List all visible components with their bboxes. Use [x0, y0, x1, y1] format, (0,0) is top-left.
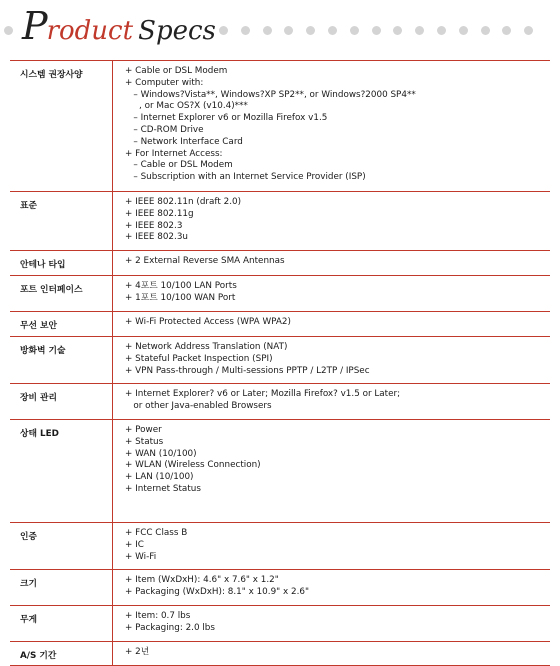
title-initial: P [22, 4, 47, 48]
spec-row [10, 420, 550, 523]
title-word-specs: Specs [138, 16, 216, 46]
spec-content [113, 642, 550, 665]
spec-content [113, 606, 550, 641]
spec-line: + VPN Pass-through / Multi-sessions PPTP / L2TP / IPSec [125, 365, 370, 376]
decorative-dot [241, 26, 250, 35]
spec-line: + Wi-Fi Protected Access (WPA WPA2) [125, 317, 291, 327]
spec-line: + Network Address Translation (NAT) [125, 342, 288, 352]
spec-line: + Internet Explorer? v6 or Later; Mozilla Firefox? v1.5 or Later; [125, 389, 401, 399]
spec-line: + Item (WxDxH): 4.6" x 7.6" x 1.2" [125, 575, 279, 585]
page-title [22, 4, 216, 48]
decorative-dot [4, 26, 13, 35]
spec-line: – Network Interface Card [125, 136, 243, 147]
spec-label: A/S 기간 [10, 642, 113, 665]
spec-label: 표준 [10, 192, 113, 250]
spec-row [10, 251, 550, 276]
spec-label: 안테나 타입 [10, 251, 113, 275]
spec-line: + IEEE 802.3u [125, 232, 188, 243]
decorative-dot [350, 26, 359, 35]
decorative-dot [524, 26, 533, 35]
spec-line: + LAN (10/100) [125, 472, 194, 483]
spec-line: – Subscription with an Internet Service Provider (ISP) [125, 172, 366, 183]
spec-label: 포트 인터페이스 [10, 276, 113, 311]
spec-row [10, 523, 550, 570]
spec-row [10, 606, 550, 642]
spec-line: + WAN (10/100) [125, 448, 197, 459]
spec-row [10, 276, 550, 312]
spec-line: + Power [125, 425, 162, 435]
spec-line: + Status [125, 436, 164, 447]
spec-content [113, 420, 550, 522]
decorative-dot [219, 26, 228, 35]
spec-line: , or Mac OS?X (v10.4)*** [125, 101, 248, 112]
decorative-dot [437, 26, 446, 35]
spec-label: 무선 보안 [10, 312, 113, 336]
decorative-dot [481, 26, 490, 35]
spec-row [10, 384, 550, 420]
spec-content [113, 251, 550, 275]
spec-line: + Packaging: 2.0 lbs [125, 622, 215, 633]
spec-label: 방화벽 기술 [10, 337, 113, 383]
decorative-dot [263, 26, 272, 35]
spec-line: + Computer with: [125, 77, 204, 88]
spec-line: – Internet Explorer v6 or Mozilla Firefox v1.5 [125, 113, 328, 124]
decorative-dot [459, 26, 468, 35]
spec-label: 장비 관리 [10, 384, 113, 419]
spec-content [113, 276, 550, 311]
decorative-dot [306, 26, 315, 35]
spec-line: + 1포트 10/100 WAN Port [125, 292, 236, 303]
spec-content [113, 192, 550, 250]
spec-line: + Stateful Packet Inspection (SPI) [125, 353, 273, 364]
spec-line: + IEEE 802.11g [125, 208, 194, 219]
spec-content [113, 337, 550, 383]
spec-content [113, 523, 550, 569]
spec-line: + Wi-Fi [125, 551, 157, 562]
decorative-dot [415, 26, 424, 35]
spec-content [113, 61, 550, 191]
spec-line: + IEEE 802.3 [125, 220, 183, 231]
decorative-dot [502, 26, 511, 35]
spec-row [10, 337, 550, 384]
spec-row [10, 570, 550, 606]
decorative-dot [284, 26, 293, 35]
spec-label: 시스템 권장사양 [10, 61, 113, 191]
spec-line: or other Java-enabled Browsers [125, 400, 272, 411]
spec-line: + IEEE 802.11n (draft 2.0) [125, 197, 242, 207]
spec-content [113, 570, 550, 605]
spec-label: 상태 LED [10, 420, 113, 522]
spec-row [10, 312, 550, 337]
spec-line: + FCC Class B [125, 528, 188, 538]
spec-line: – Cable or DSL Modem [125, 160, 233, 171]
decorative-dot [393, 26, 402, 35]
spec-line: – Windows?Vista**, Windows?XP SP2**, or Windows?2000 SP4** [125, 89, 416, 100]
spec-row [10, 192, 550, 251]
spec-content [113, 312, 550, 336]
spec-line: + Item: 0.7 lbs [125, 611, 191, 621]
decorative-dot [372, 26, 381, 35]
spec-row [10, 61, 550, 192]
specs-table [10, 60, 550, 666]
spec-line: + For Internet Access: [125, 148, 223, 159]
spec-line: + 2년 [125, 647, 150, 657]
spec-label: 크기 [10, 570, 113, 605]
spec-row [10, 642, 550, 666]
title-word-product: roduct [46, 16, 134, 46]
spec-line: + Internet Status [125, 483, 201, 494]
decorative-dot [328, 26, 337, 35]
spec-line: – CD-ROM Drive [125, 124, 204, 135]
spec-label: 인증 [10, 523, 113, 569]
spec-line: + Packaging (WxDxH): 8.1" x 10.9" x 2.6" [125, 586, 310, 597]
spec-label: 무게 [10, 606, 113, 641]
spec-line: + Cable or DSL Modem [125, 66, 228, 76]
spec-line: + 4포트 10/100 LAN Ports [125, 281, 237, 291]
spec-line: + 2 External Reverse SMA Antennas [125, 256, 285, 266]
page-header [0, 0, 560, 52]
spec-line: + IC [125, 539, 144, 550]
spec-content [113, 384, 550, 419]
spec-line: + WLAN (Wireless Connection) [125, 460, 261, 471]
